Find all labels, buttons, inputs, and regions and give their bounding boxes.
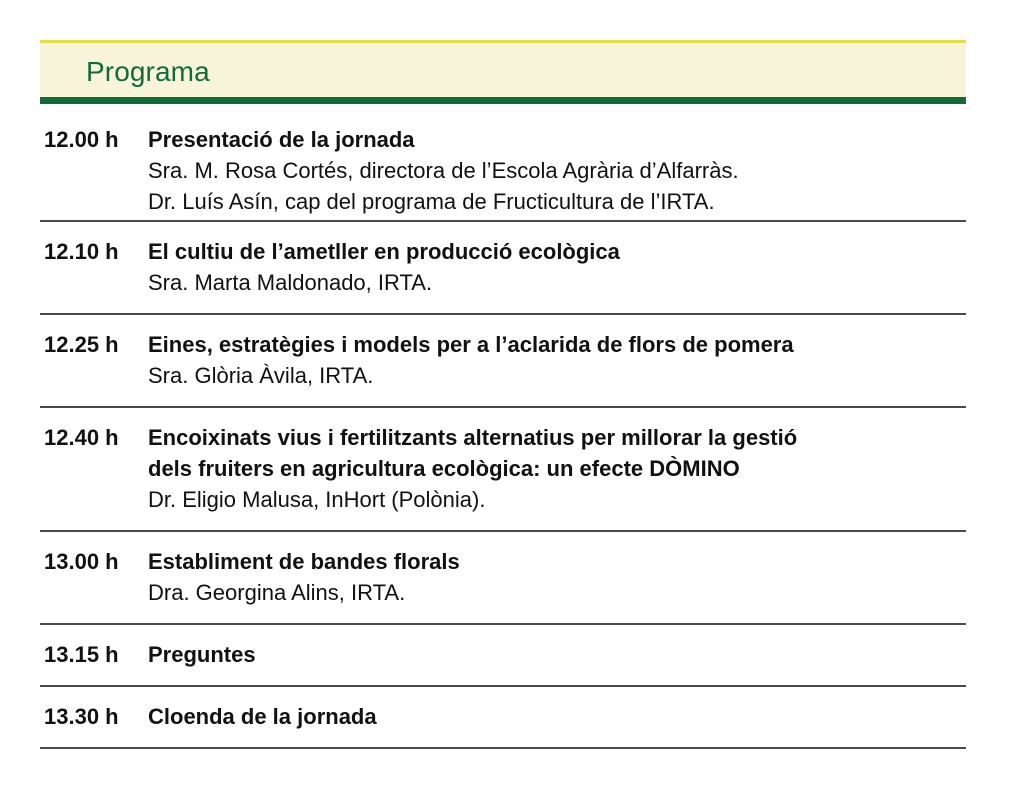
schedule-content: [148, 236, 966, 313]
schedule-content: [148, 124, 966, 220]
schedule-speaker: Sra. Glòria Àvila, IRTA.: [148, 363, 374, 388]
schedule-time: 12.10 h: [44, 239, 119, 264]
schedule-item: [40, 315, 966, 408]
schedule-title: Preguntes: [148, 642, 256, 667]
schedule-item: [40, 625, 966, 687]
schedule-title-line: dels fruiters en agricultura ecològica: un efecte DÒMINO: [148, 456, 740, 481]
schedule-time: 13.15 h: [44, 642, 119, 667]
schedule-title: Eines, estratègies i models per a l’aclarida de flors de pomera: [148, 332, 794, 357]
schedule-content: [148, 422, 966, 530]
schedule-title: Establiment de bandes florals: [148, 549, 460, 574]
schedule-content: [148, 329, 966, 406]
schedule-list: [40, 124, 966, 749]
schedule-item: [40, 687, 966, 749]
schedule-item: [40, 222, 966, 315]
schedule-title: El cultiu de l’ametller en producció ecològica: [148, 239, 620, 264]
schedule-item: [40, 124, 966, 222]
schedule-speaker: Sra. M. Rosa Cortés, directora de l’Escola Agrària d’Alfarràs.: [148, 158, 739, 183]
schedule-content: [148, 701, 966, 747]
program-header: [40, 40, 966, 104]
schedule-title: Cloenda de la jornada: [148, 704, 377, 729]
schedule-item: [40, 408, 966, 532]
schedule-title: Presentació de la jornada: [148, 127, 415, 152]
schedule-time: 13.00 h: [44, 549, 119, 574]
page-title: Programa: [86, 56, 210, 87]
schedule-time: 12.00 h: [44, 127, 119, 152]
schedule-speaker: Dr. Eligio Malusa, InHort (Polònia).: [148, 487, 486, 512]
schedule-time: 12.25 h: [44, 332, 119, 357]
schedule-title-line: Encoixinats vius i fertilitzants alternatius per millorar la gestió: [148, 425, 798, 450]
schedule-content: [148, 639, 966, 685]
schedule-content: [148, 546, 966, 623]
schedule-speaker: Dr. Luís Asín, cap del programa de Fructicultura de l’IRTA.: [148, 189, 715, 214]
schedule-item: [40, 532, 966, 625]
schedule-time: 12.40 h: [44, 425, 119, 450]
schedule-time: 13.30 h: [44, 704, 119, 729]
schedule-speaker: Sra. Marta Maldonado, IRTA.: [148, 270, 433, 295]
schedule-speaker: Dra. Georgina Alins, IRTA.: [148, 580, 406, 605]
program-page: [40, 40, 966, 749]
